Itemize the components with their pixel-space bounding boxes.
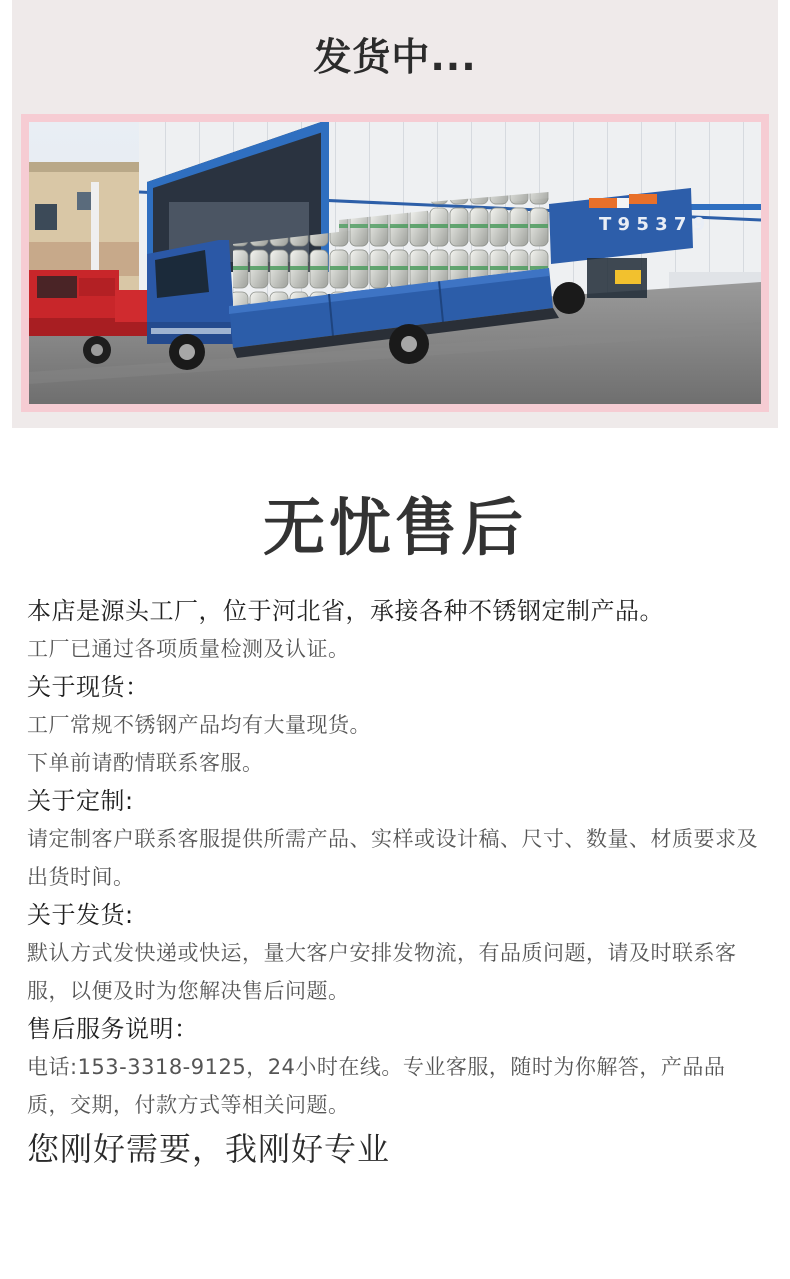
shipping-title: 发货中...	[313, 35, 477, 79]
custom-text: 请定制客户联系客服提供所需产品、实样或设计稿、尺寸、数量、材质要求及出货时间。	[27, 827, 758, 889]
delivery-heading: 关于发货:	[27, 901, 134, 929]
truck-loading-photo	[29, 122, 761, 404]
after-sales-content	[27, 592, 767, 1174]
custom-heading: 关于定制:	[27, 787, 134, 815]
slogan-text: 您刚好需要，我刚好专业	[27, 1130, 391, 1168]
delivery-text: 默认方式发快递或快运，量大客户安排发物流，有品质问题，请及时联系客服，以便及时为您解决售后问题。	[27, 941, 737, 1003]
after-sales-title: 无忧售后	[262, 491, 527, 564]
stock-heading: 关于现货：	[27, 673, 150, 701]
stock-text-2: 下单前请酌情联系客服。	[27, 751, 264, 775]
shipping-photo-frame	[21, 114, 769, 412]
intro-text: 本店是源头工厂，位于河北省，承接各种不锈钢定制产品。	[27, 597, 664, 625]
svg-text:T 9 5 3 7 9: T 9 5 3 7 9	[599, 214, 706, 235]
service-text: 电话:153-3318-9125，24小时在线。专业客服，随时为你解答，产品品质，交期，付款方式等相关问题。	[27, 1055, 726, 1117]
service-heading: 售后服务说明：	[27, 1015, 199, 1043]
certification-text: 工厂已通过各项质量检测及认证。	[27, 637, 350, 661]
stock-text-1: 工厂常规不锈钢产品均有大量现货。	[27, 713, 371, 737]
